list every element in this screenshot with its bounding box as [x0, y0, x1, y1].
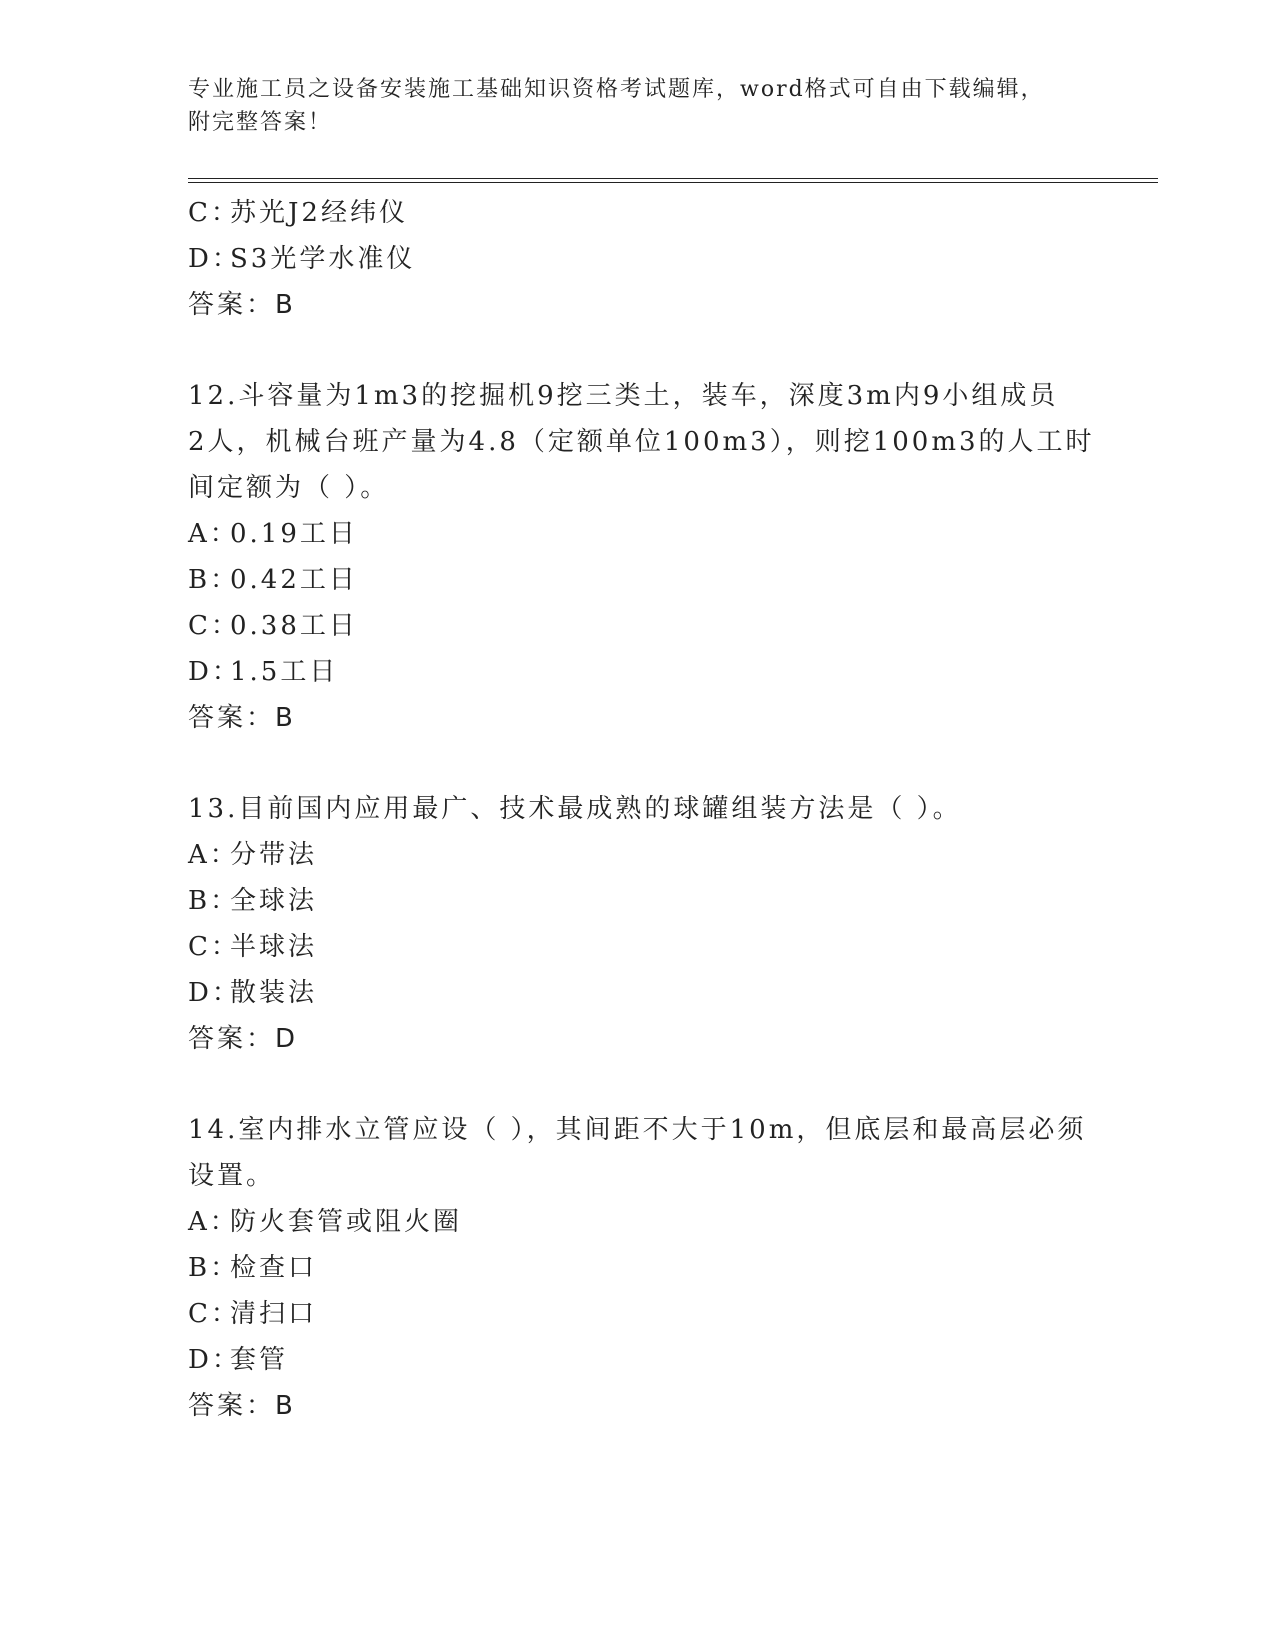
header-title-line-1: 专业施工员之设备安装施工基础知识资格考试题库，word格式可自由下载编辑， [188, 77, 1045, 102]
option-d [188, 970, 1088, 1016]
option-d [188, 649, 1088, 695]
question-stem-line: 设置。 [188, 1161, 276, 1191]
answer-line: 答案：D [188, 1024, 299, 1054]
spacer [188, 328, 1088, 373]
option-label: B： [188, 565, 240, 595]
option-c [188, 190, 1088, 236]
option-c [188, 924, 1088, 970]
option-label: D： [188, 657, 241, 687]
option-text: 检查口 [230, 1253, 318, 1283]
option-d [188, 1337, 1088, 1383]
option-c [188, 1291, 1088, 1337]
option-label: B： [188, 1253, 240, 1283]
option-label: C： [188, 611, 240, 641]
option-label: A： [188, 519, 239, 549]
option-text: 防火套管或阻火圈 [230, 1207, 463, 1237]
option-label: C： [188, 1299, 240, 1329]
option-label: D： [188, 244, 241, 274]
option-label: D： [188, 1345, 241, 1375]
header-divider [188, 178, 1158, 183]
answer-line: 答案：B [188, 290, 296, 320]
option-text: S3光学水准仪 [230, 244, 416, 274]
document-header [188, 73, 1088, 139]
option-b [188, 557, 1088, 603]
answer-line: 答案：B [188, 703, 296, 733]
option-b [188, 1245, 1088, 1291]
option-text: 苏光J2经纬仪 [230, 198, 408, 228]
spacer [188, 741, 1088, 786]
option-a [188, 832, 1088, 878]
question-12 [188, 373, 1095, 741]
option-label: A： [188, 1207, 239, 1237]
option-text: 分带法 [230, 840, 318, 870]
question-13 [188, 786, 1088, 1062]
option-d [188, 236, 1088, 282]
option-label: C： [188, 932, 240, 962]
header-title-line-2: 附完整答案！ [188, 110, 333, 135]
option-text: 0.38工日 [230, 611, 358, 641]
question-stem-line: 12.斗容量为1m3的挖掘机9挖三类土，装车，深度3m内9小组成员 [188, 381, 1059, 411]
option-text: 全球法 [230, 886, 318, 916]
option-b [188, 878, 1088, 924]
question-stem-line: 14.室内排水立管应设（ ），其间距不大于10m，但底层和最高层必须 [188, 1115, 1087, 1145]
option-text: 套管 [230, 1345, 289, 1375]
answer-line: 答案：B [188, 1391, 296, 1421]
option-text: 清扫口 [230, 1299, 318, 1329]
option-label: B： [188, 886, 240, 916]
option-label: D： [188, 978, 241, 1008]
question-stem-line: 13.目前国内应用最广、技术最成熟的球罐组装方法是（ ）。 [188, 794, 962, 824]
question-stem-line: 2人，机械台班产量为4.8（定额单位100m3），则挖100m3的人工时 [188, 427, 1095, 457]
spacer [188, 1062, 1088, 1107]
option-text: 散装法 [230, 978, 318, 1008]
option-label: C： [188, 198, 240, 228]
carryover-question [188, 190, 1088, 328]
option-text: 0.19工日 [230, 519, 358, 549]
option-c [188, 603, 1088, 649]
option-label: A： [188, 840, 239, 870]
option-a [188, 511, 1088, 557]
option-text: 0.42工日 [230, 565, 358, 595]
option-text: 半球法 [230, 932, 318, 962]
option-a [188, 1199, 1088, 1245]
question-stem-line: 间定额为（ ）。 [188, 473, 390, 503]
question-list [188, 190, 1095, 1429]
question-14 [188, 1107, 1088, 1429]
option-text: 1.5工日 [230, 657, 339, 687]
